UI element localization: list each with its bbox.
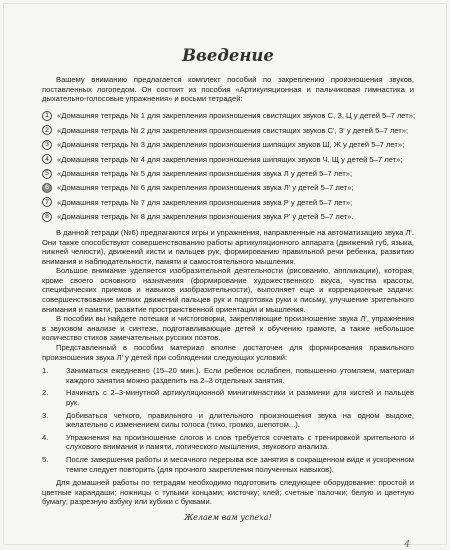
notebook-title: «Домашняя тетрадь № 3 для закрепления произношения шипящих звуков Ш, Ж у детей 5–7 лет»; bbox=[57, 140, 405, 150]
number-circle: 5 bbox=[42, 169, 52, 179]
notebook-title: «Домашняя тетрадь № 6 для закрепления произношения звука Л' у детей 5–7 лет»; bbox=[57, 183, 354, 193]
list-item bbox=[42, 411, 414, 430]
list-item bbox=[42, 433, 414, 452]
list-item bbox=[42, 123, 414, 137]
condition-number: 5. bbox=[42, 454, 49, 464]
number-circle: 1 bbox=[42, 111, 52, 121]
notebook-title: «Домашняя тетрадь № 4 для закрепления произношения шипящих звуков Ч, Щ у детей 5–7 лет»; bbox=[57, 154, 403, 164]
number-circle: 7 bbox=[42, 197, 52, 207]
paragraph-rhymes: В пособии вы найдете потешки и чистоговорки, закрепляющие произношение звука Л', упражнения в звуковом анализе и синтезе, подготавливающие детей к обучению грамоте, а также небольшое количество стихов замечательных русских поэтов. bbox=[42, 314, 414, 343]
list-item bbox=[42, 455, 414, 474]
number-circle: 8 bbox=[42, 212, 52, 222]
number-circle: 4 bbox=[42, 154, 52, 164]
condition-text: После завершения работы и месячного перерыва все занятия в сокращенном виде и ускоренном темпе следует повторить (для прочного закрепления полученных навыков). bbox=[66, 454, 414, 474]
notebook-list bbox=[42, 109, 414, 224]
list-item bbox=[42, 109, 414, 123]
notebook-title: «Домашняя тетрадь № 7 для закрепления произношения звука Р у детей 5–7 лет»; bbox=[57, 197, 353, 207]
list-item bbox=[42, 195, 414, 209]
closing-wish: Желаем вам успеха! bbox=[184, 512, 272, 522]
list-item bbox=[42, 210, 414, 224]
highlighted-number-circle: 6 bbox=[42, 183, 52, 193]
condition-text: Добиваться четкого, правильного и длительного произношения звука на одном выдохе, желательно с изменением силы голоса (тихо, громко, шепотом...). bbox=[66, 410, 414, 430]
condition-number: 1. bbox=[42, 366, 49, 376]
notebook-title: «Домашняя тетрадь № 2 для закрепления произношения свистящих звуков С', З' у детей 5–7 лет»; bbox=[57, 125, 409, 135]
condition-text: Заниматься ежедневно (15–20 мин.). Если ребенок ослаблен, повышенно утомляем, материал каждого занятия можно разделить на 2–3 отдельных занятия. bbox=[66, 366, 414, 385]
list-item bbox=[42, 388, 414, 407]
condition-number: 4. bbox=[42, 432, 49, 442]
notebook-title: «Домашняя тетрадь № 5 для закрепления произношения звука Л у детей 5–7 лет»; bbox=[57, 169, 353, 179]
intro-paragraph: Вашему вниманию предлагается комплект пособий по закреплению произношения звуков, поставленных логопедом. Он состоит из пособия «Артикуляционная и пальчиковая гимнастика и дыхательно-голосовые упражнения» и восьми тетрадей: bbox=[42, 75, 414, 104]
page-title: Введение bbox=[182, 46, 274, 65]
paragraph-equipment: Для домашней работы по тетрадям необходимо подготовить следующее оборудование: простой и цветные карандаши; ножницы с тупыми концами; кисточку; клей; счетные палочки; белую и цветную бумагу; разрезную азбуку или кубики с буквами. bbox=[42, 478, 414, 507]
condition-number: 3. bbox=[42, 410, 49, 420]
list-item bbox=[42, 366, 414, 385]
paragraph-drawing: Большое внимание уделяется изобразительной деятельности (рисованию, аппликации), которая, кроме своего основного назначения (формирование художественного вкуса, чувства красоты, специфических приемов и навыков изобразительности), выполняет еще и коррекционные задачи: совершенствование мелких движений пальцев рук и подготовка руки к письму, улучшение зрительного внимания и памяти, развитие пространственной ориентации и мышления. bbox=[42, 266, 414, 314]
notebook-title: «Домашняя тетрадь № 1 для закрепления произношения свистящих звуков С, З, Ц у детей 5–7 лет»; bbox=[57, 111, 416, 121]
list-item bbox=[42, 152, 414, 166]
page-number: 4 bbox=[404, 540, 410, 550]
paragraph-notebook-purpose: В данной тетради (№6) предлагаются игры и упражнения, направленные на автоматизацию звука Л'. Они также способствуют совершенствованию работы артикуляционного аппарата (движений губ, языка, нижней челюсти), движений кисти и пальцев рук, формированию правильной речи ребенка, развитию внимания и наблюдательности, памяти и самостоятельного мышления. bbox=[42, 227, 414, 266]
paragraph-conditions-intro: Представленный в пособии материал вполне достаточен для формирования правильного произношения звука Л' у детей при соблюдении следующих условий: bbox=[42, 343, 414, 362]
conditions-list bbox=[42, 366, 414, 474]
list-item bbox=[42, 166, 414, 180]
number-circle: 3 bbox=[42, 140, 52, 150]
condition-text: Упражнения на произношение слогов и слов требуется сочетать с тренировкой зрительного и слухового внимания и памяти, логического мышления, звукового анализа. bbox=[66, 432, 414, 452]
number-circle: 2 bbox=[42, 125, 52, 135]
list-item bbox=[42, 138, 414, 152]
notebook-title: «Домашняя тетрадь № 8 для закрепления произношения звука Р' у детей 5–7 лет». bbox=[57, 212, 354, 222]
list-item bbox=[42, 181, 414, 195]
condition-number: 2. bbox=[42, 388, 49, 398]
condition-text: Начинать с 2–3-минутной артикуляционной минигимнастики и разминки для кистей и пальцев рук. bbox=[66, 388, 414, 407]
